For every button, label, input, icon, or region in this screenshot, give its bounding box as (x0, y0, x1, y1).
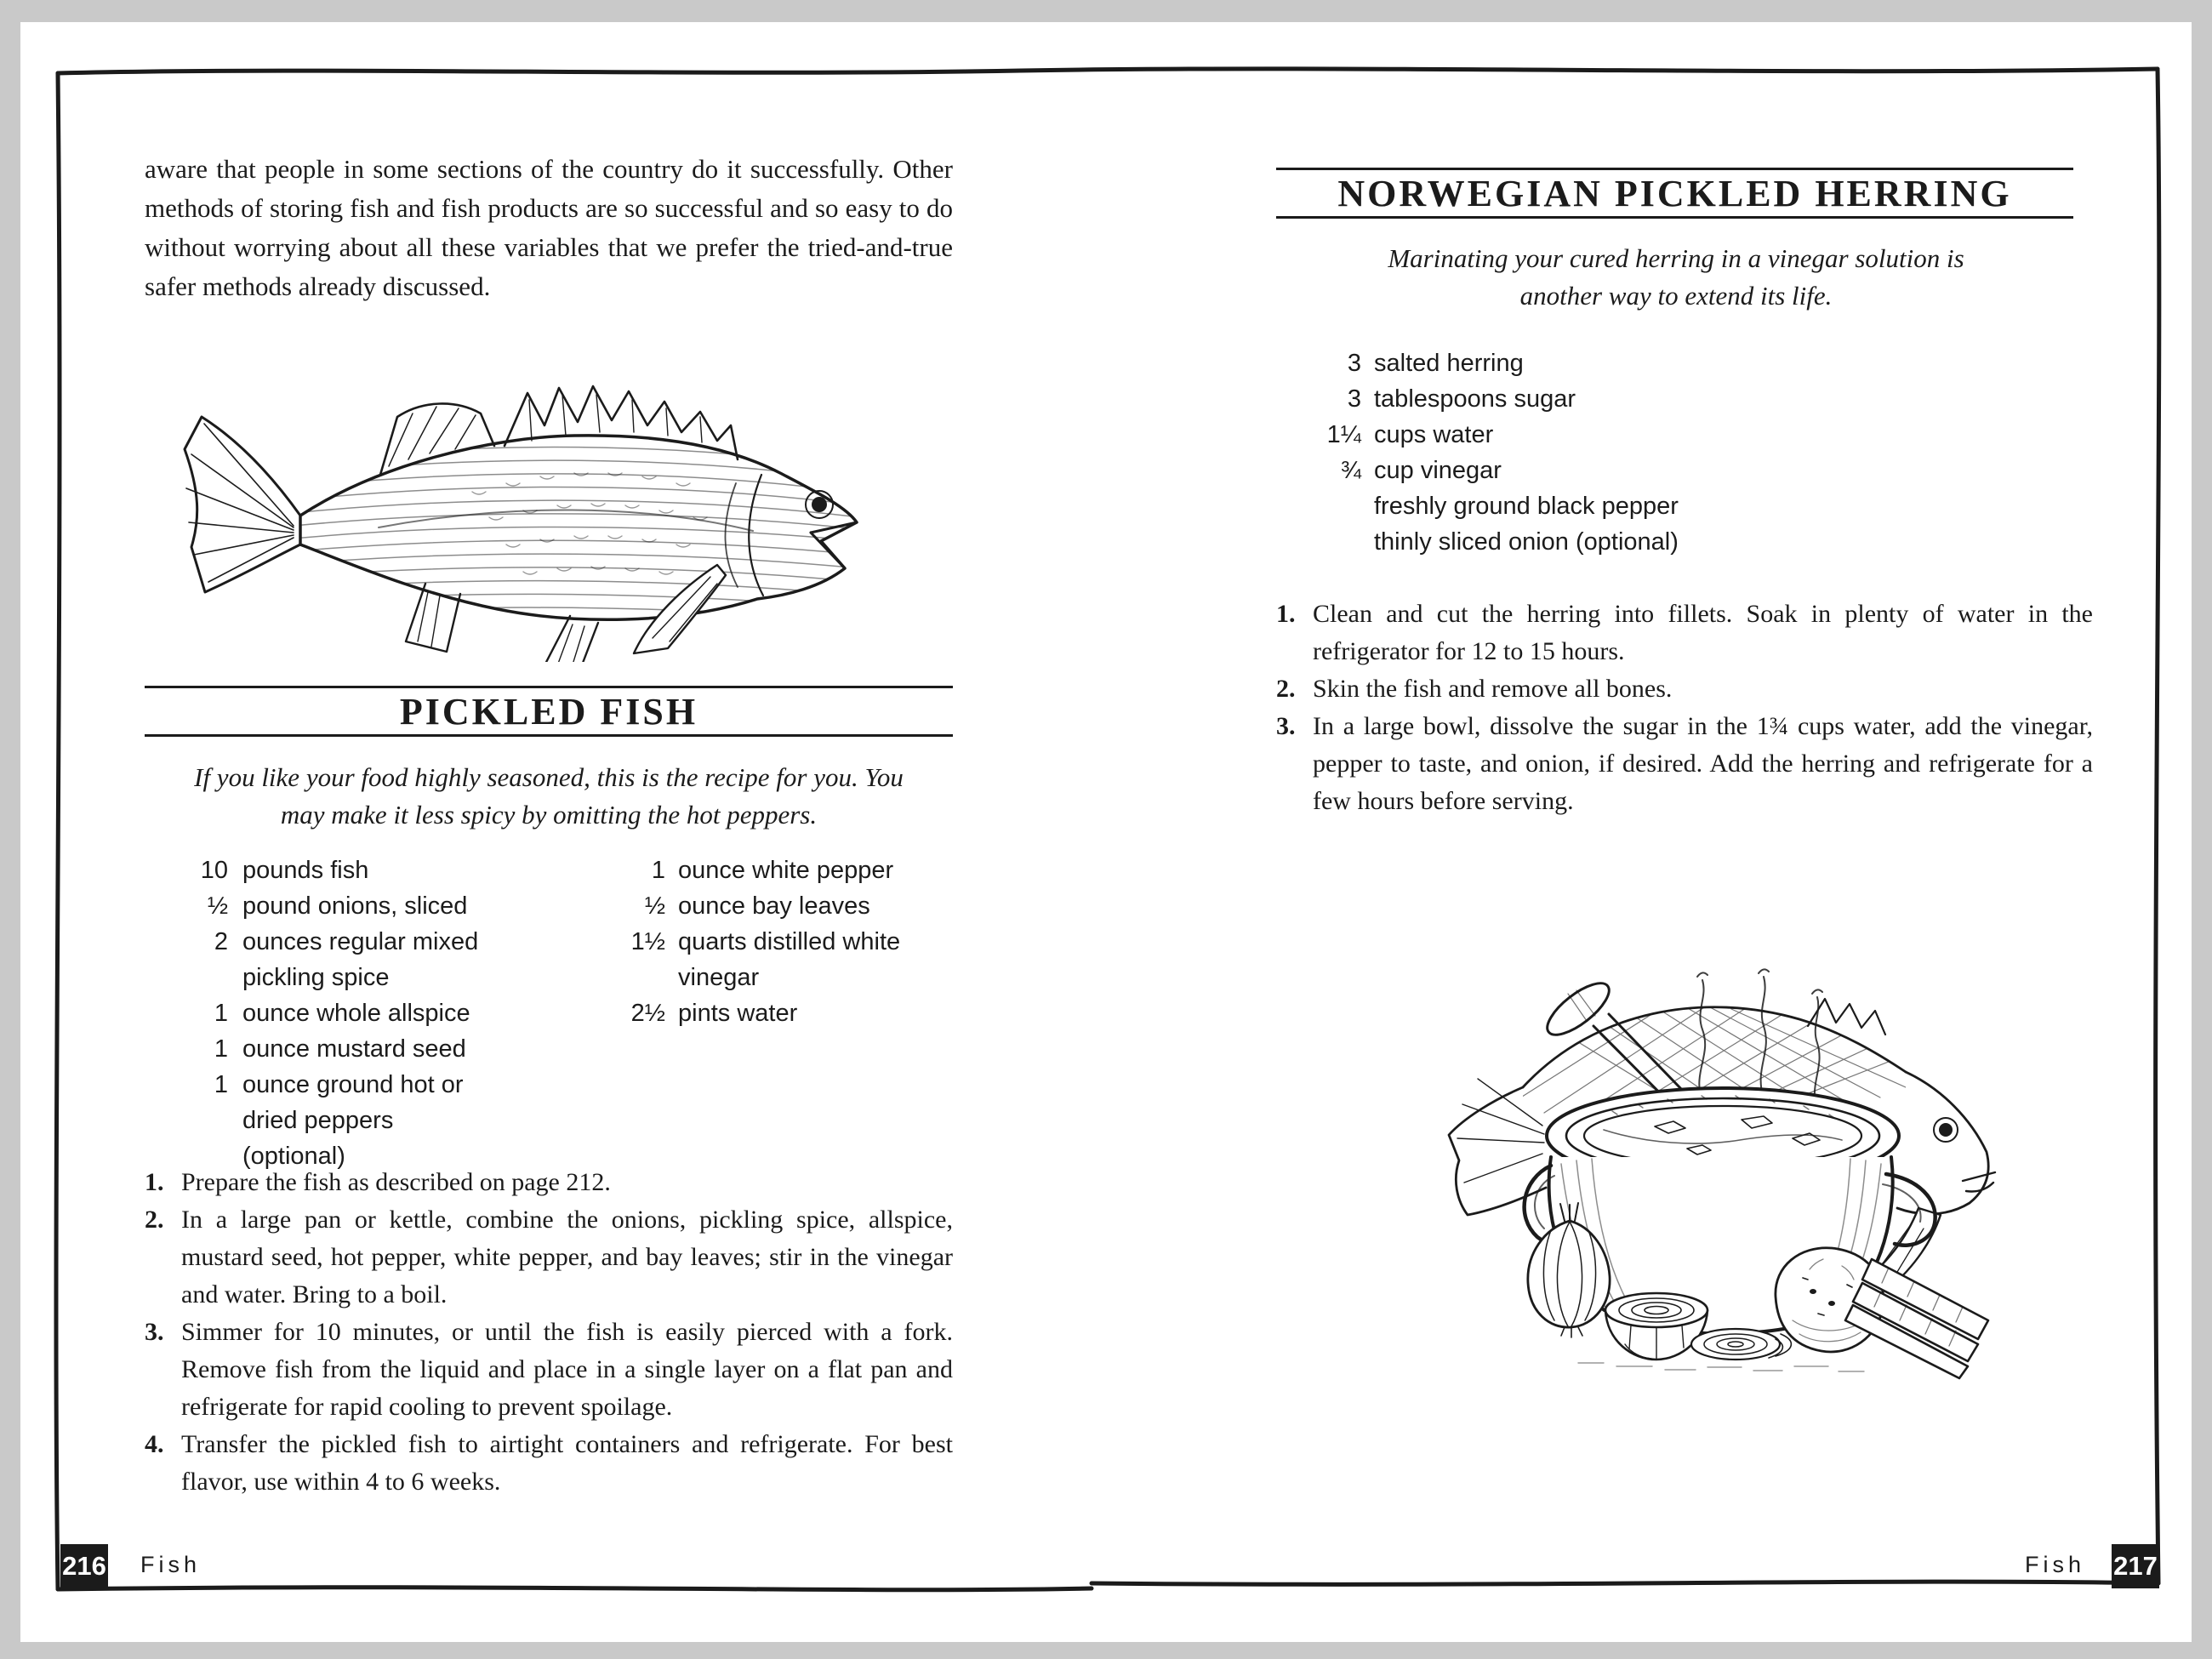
ingredient-text: pound onions, sliced (242, 892, 468, 920)
ingredient-text: cup vinegar (1374, 457, 1502, 484)
ingredient-text: ounce bay leaves (678, 892, 870, 920)
ingredient-quantity: 1 (651, 857, 665, 884)
fish-illustration (166, 364, 859, 662)
ingredient-item (1276, 524, 1940, 560)
left-ingredient-list-col2 (583, 852, 957, 1031)
ingredient-quantity: ½ (207, 892, 228, 920)
ingredient-quantity: 1 (214, 1071, 228, 1098)
ingredient-item (1276, 488, 1940, 524)
ingredient-item (145, 924, 510, 995)
ingredient-text: ounce ground hot or dried peppers (optional) (242, 1071, 464, 1170)
right-footer-section-label: Fish (2025, 1552, 2086, 1577)
ingredient-text: ounce whole allspice (242, 1000, 470, 1027)
ingredient-quantity (1276, 488, 1361, 524)
step-text: Prepare the fish as described on page 212. (181, 1168, 611, 1196)
instruction-step (1276, 670, 2093, 708)
ingredient-quantity: 1½ (630, 928, 665, 955)
right-recipe-title: NORWEGIAN PICKLED HERRING (1276, 168, 2073, 219)
fish-soft-dorsal-fin (380, 403, 494, 475)
step-text: Clean and cut the herring into fillets. Soak in plenty of water in the refrigerator for 12 to 15 hours. (1313, 600, 2093, 665)
step-number: 1. (145, 1168, 164, 1196)
page-number: 217 (2113, 1551, 2158, 1581)
left-recipe-subtitle: If you like your food highly seasoned, this is the recipe for you. You may make it less spicy by omitting the hot peppers. (194, 762, 904, 830)
right-instruction-list (1276, 596, 2093, 820)
ingredient-quantity: 1 (214, 1000, 228, 1027)
instruction-step (145, 1164, 953, 1201)
ingredient-item (145, 995, 510, 1031)
ingredient-item (1276, 453, 1940, 488)
step-text: Transfer the pickled fish to airtight containers and refrigerate. For best flavor, use within 4 to 6 weeks. (181, 1430, 953, 1496)
ingredient-quantity: 2½ (630, 1000, 665, 1027)
step-number: 2. (1276, 675, 1296, 703)
step-number: 3. (145, 1318, 164, 1346)
ingredient-item (1276, 417, 1940, 453)
ingredient-quantity: 3 (1347, 350, 1361, 377)
ingredient-quantity: 2 (214, 928, 228, 955)
ingredient-text: pounds fish (242, 857, 369, 884)
step-text: In a large bowl, dissolve the sugar in the 1¾ cups water, add the vinegar, pepper to taste, and onion, if desired. Add the herring and refrigerate for a few hours before serving. (1313, 712, 2093, 815)
ingredient-quantity: ½ (644, 892, 665, 920)
ingredient-item (145, 888, 510, 924)
ingredient-text: pints water (678, 1000, 798, 1027)
ingredient-text: thinly sliced onion (optional) (1374, 528, 1679, 556)
instruction-step (1276, 596, 2093, 670)
ingredient-text: freshly ground black pepper (1374, 493, 1679, 520)
ingredient-item (583, 924, 957, 995)
herring-eye (1939, 1123, 1953, 1137)
ingredient-quantity: ¾ (1340, 457, 1361, 484)
fish-eye (812, 497, 827, 512)
half-onion (1605, 1293, 1707, 1360)
ingredient-quantity: 1¼ (1326, 421, 1361, 448)
left-instruction-list (145, 1164, 953, 1501)
step-number: 4. (145, 1430, 164, 1458)
right-page-number-box (2112, 1544, 2159, 1588)
ingredient-text: ounce white pepper (678, 857, 894, 884)
instruction-step (145, 1426, 953, 1501)
ingredient-text: ounce mustard seed (242, 1035, 466, 1063)
ingredient-text: ounces regular mixed pickling spice (242, 928, 479, 991)
ingredient-item (583, 888, 957, 924)
step-number: 3. (1276, 712, 1296, 740)
ingredient-text: salted herring (1374, 350, 1524, 377)
left-footer-section-label: Fish (140, 1552, 202, 1577)
left-page-number-box (60, 1544, 108, 1588)
instruction-step (145, 1201, 953, 1314)
ingredient-quantity: 10 (200, 857, 228, 884)
ingredient-quantity: 3 (1347, 385, 1361, 413)
left-ingredient-list-col1 (145, 852, 510, 1174)
step-text: Skin the fish and remove all bones. (1313, 675, 1673, 703)
right-ingredient-list (1276, 345, 1940, 560)
fish-mouth (811, 522, 857, 568)
left-recipe-title: PICKLED FISH (145, 686, 953, 737)
ingredient-item (583, 852, 957, 888)
ingredient-item (145, 1031, 510, 1067)
ground-shadow (1578, 1363, 1864, 1371)
pot-illustration (1442, 960, 1999, 1381)
ingredient-text: quarts distilled white vinegar (678, 928, 901, 991)
ingredient-quantity: 1 (214, 1035, 228, 1063)
step-text: In a large pan or kettle, combine the onions, pickling spice, allspice, mustard seed, hot pepper, white pepper, and bay leaves; stir in the vinegar and water. Bring to a boil. (181, 1206, 953, 1308)
step-text: Simmer for 10 minutes, or until the fish is easily pierced with a fork. Remove fish from the liquid and place in a single layer on a flat pan and refrigerate for rapid cooling to prevent spoilage. (181, 1318, 953, 1421)
ingredient-item (145, 852, 510, 888)
intro-paragraph: aware that people in some sections of the country do it successfully. Other methods of storing fish and fish products are so successful and so easy to do without worrying about all these variables that we prefer the tried-and-true safer methods already discussed. (145, 154, 953, 301)
page-number: 216 (62, 1551, 106, 1581)
ingredient-text: tablespoons sugar (1374, 385, 1576, 413)
instruction-step (1276, 708, 2093, 820)
fish-tail (185, 417, 300, 592)
ingredient-item (583, 995, 957, 1031)
ingredient-item (1276, 345, 1940, 381)
fillet-strips (1845, 1259, 1988, 1378)
onion-slices (1691, 1329, 1791, 1360)
ingredient-quantity (1276, 524, 1361, 560)
instruction-step (145, 1314, 953, 1426)
fish-pelvic-fin (542, 616, 598, 662)
ingredient-text: cups water (1374, 421, 1494, 448)
right-recipe-subtitle: Marinating your cured herring in a vinegar solution is another way to extend its life. (1388, 243, 1964, 311)
ingredient-item (1276, 381, 1940, 417)
ingredient-item (145, 1067, 510, 1174)
step-number: 2. (145, 1206, 164, 1234)
step-number: 1. (1276, 600, 1296, 628)
